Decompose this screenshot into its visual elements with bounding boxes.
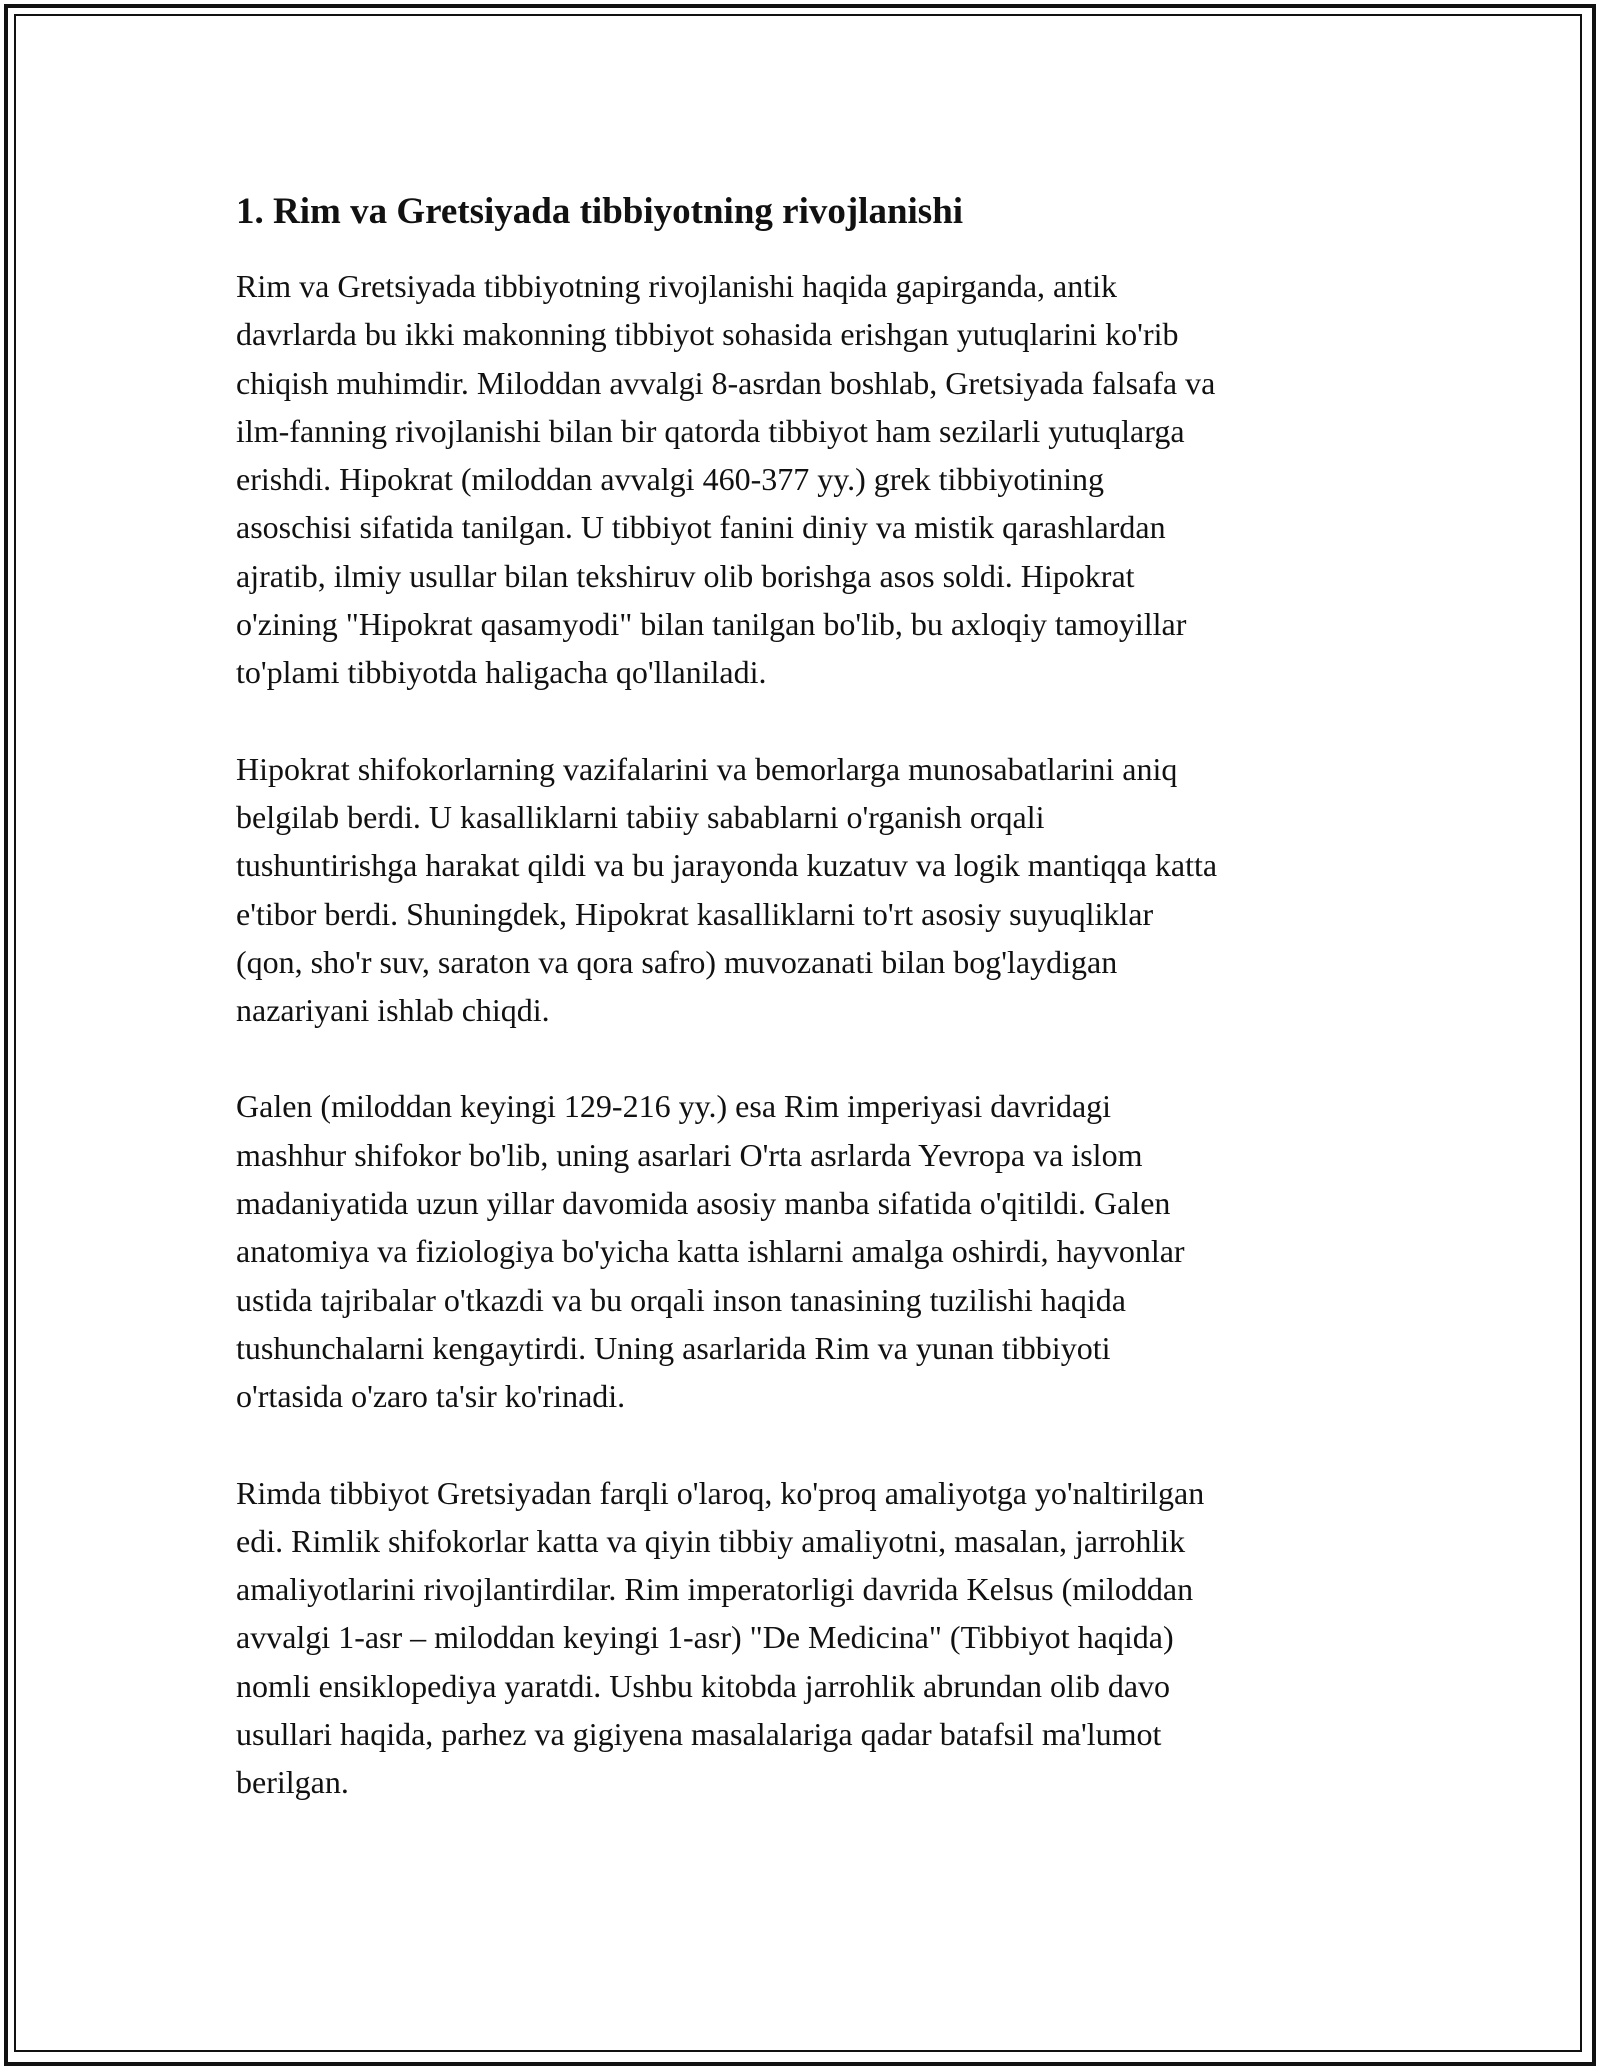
text-line: usullari haqida, parhez va gigiyena masalalariga qadar batafsil ma'lumot bbox=[236, 1716, 1162, 1753]
text-line: mashhur shifokor bo'lib, uning asarlari O'rta asrlarda Yevropa va islom bbox=[236, 1136, 1143, 1173]
text-line: e'tibor berdi. Shuningdek, Hipokrat kasalliklarni to'rt asosiy suyuqliklar bbox=[236, 895, 1154, 932]
paragraph-hippocrates-duties bbox=[236, 745, 1366, 1035]
section-heading: 1. Rim va Gretsiyada tibbiyotning rivojlanishi bbox=[236, 191, 964, 232]
text-line: madaniyatida uzun yillar davomida asosiy manba sifatida o'qitildi. Galen bbox=[236, 1185, 1171, 1222]
text-line: Galen (miloddan keyingi 129-216 yy.) esa Rim imperiyasi davridagi bbox=[236, 1088, 1112, 1125]
paragraph-galen bbox=[236, 1082, 1366, 1420]
text-line: (qon, sho'r suv, saraton va qora safro) muvozanati bilan bog'laydigan bbox=[236, 943, 1118, 980]
text-line: avvalgi 1-asr – miloddan keyingi 1-asr) "De Medicina" (Tibbiyot haqida) bbox=[236, 1619, 1174, 1656]
text-line: erishdi. Hipokrat (miloddan avvalgi 460-377 yy.) grek tibbiyotining bbox=[236, 461, 1104, 498]
text-line: Rimda tibbiyot Gretsiyadan farqli o'laroq, ko'proq amaliyotga yo'naltirilgan bbox=[236, 1474, 1205, 1511]
text-line: Rim va Gretsiyada tibbiyotning rivojlanishi haqida gapirganda, antik bbox=[236, 268, 1118, 304]
document-body bbox=[236, 186, 1366, 1855]
text-line: belgilab berdi. U kasalliklarni tabiiy sabablarni o'rganish orqali bbox=[236, 798, 1045, 835]
text-line: ustida tajribalar o'tkazdi va bu orqali inson tanasining tuzilishi haqida bbox=[236, 1281, 1126, 1318]
text-line: Hipokrat shifokorlarning vazifalarini va bemorlarga munosabatlarini aniq bbox=[236, 750, 1178, 787]
text-line: ajratib, ilmiy usullar bilan tekshiruv olib borishga asos soldi. Hipokrat bbox=[236, 557, 1135, 594]
text-line: o'zining "Hipokrat qasamyodi" bilan tanilgan bo'lib, bu axloqiy tamoyillar bbox=[236, 606, 1187, 643]
text-line: tushuntirishga harakat qildi va bu jarayonda kuzatuv va logik mantiqqa katta bbox=[236, 847, 1218, 884]
text-line: tushunchalarni kengaytirdi. Uning asarlarida Rim va yunan tibbiyoti bbox=[236, 1329, 1111, 1366]
text-line: nomli ensiklopediya yaratdi. Ushbu kitobda jarrohlik abrundan olib davo bbox=[236, 1667, 1171, 1704]
text-line: ilm-fanning rivojlanishi bilan bir qatorda tibbiyot ham sezilarli yutuqlarga bbox=[236, 412, 1185, 449]
paragraph-hippocrates-intro bbox=[236, 262, 1366, 697]
text-line: edi. Rimlik shifokorlar katta va qiyin tibbiy amaliyotni, masalan, jarrohlik bbox=[236, 1522, 1186, 1559]
text-line: amaliyotlarini rivojlantirdilar. Rim imperatorligi davrida Kelsus (miloddan bbox=[236, 1571, 1194, 1608]
text-line: davrlarda bu ikki makonning tibbiyot sohasida erishgan yutuqlarini ko'rib bbox=[236, 316, 1179, 353]
text-line: nazariyani ishlab chiqdi. bbox=[236, 992, 550, 1029]
text-line: chiqish muhimdir. Miloddan avvalgi 8-asrdan boshlab, Gretsiyada falsafa va bbox=[236, 364, 1216, 401]
text-line: berilgan. bbox=[236, 1764, 349, 1801]
text-line: o'rtasida o'zaro ta'sir ko'rinadi. bbox=[236, 1378, 626, 1415]
text-line: anatomiya va fiziologiya bo'yicha katta ishlarni amalga oshirdi, hayvonlar bbox=[236, 1233, 1185, 1270]
text-line: to'plami tibbiyotda haligacha qo'llaniladi. bbox=[236, 654, 767, 691]
text-line: asoschisi sifatida tanilgan. U tibbiyot fanini diniy va mistik qarashlardan bbox=[236, 509, 1166, 546]
paragraph-rome-practice bbox=[236, 1469, 1366, 1807]
